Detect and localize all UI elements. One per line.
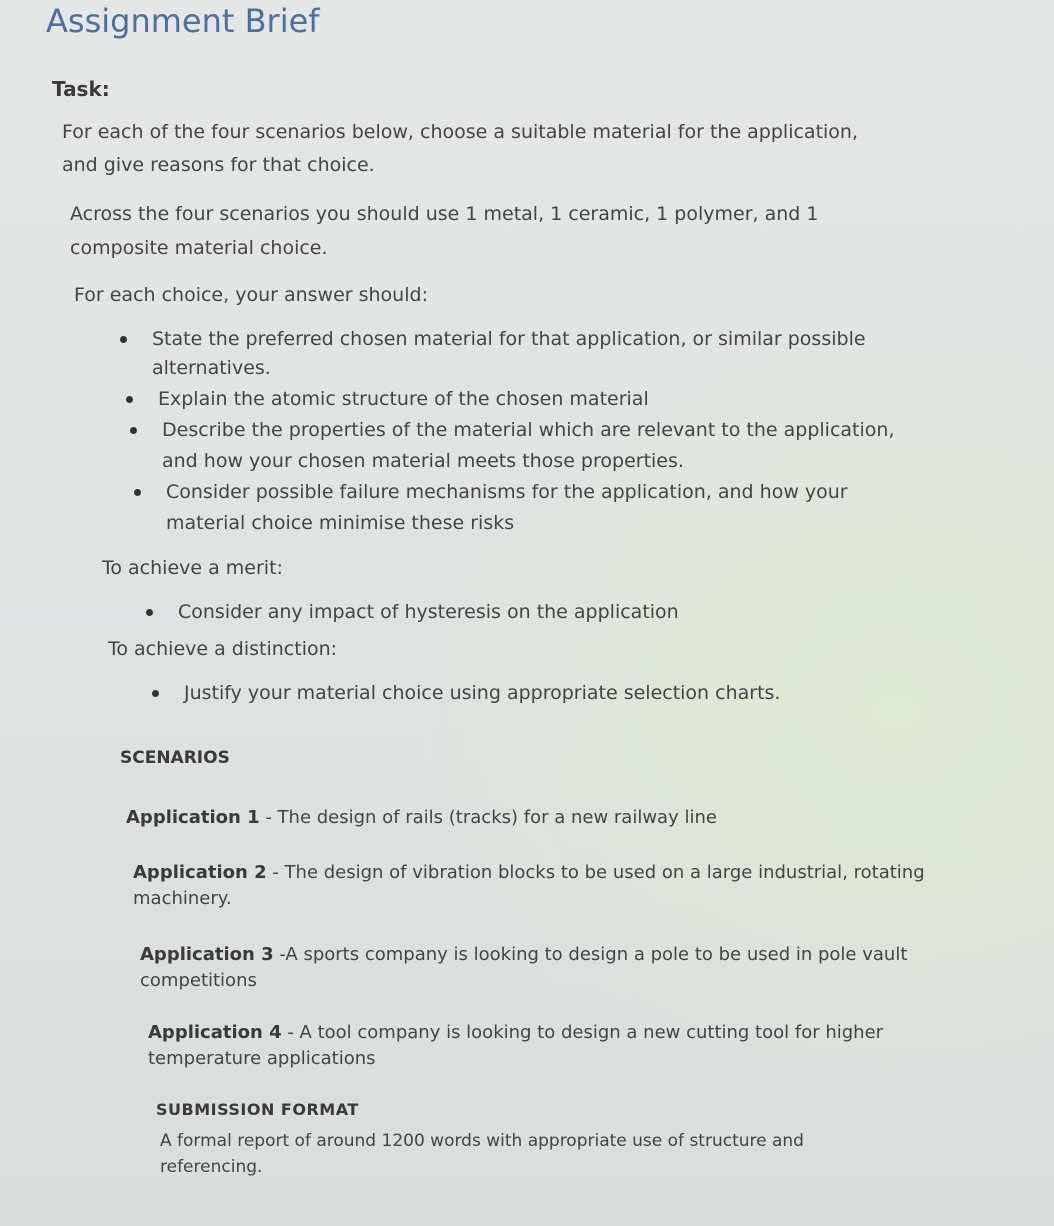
submission-heading: SUBMISSION FORMAT <box>156 1100 359 1119</box>
bullet-line: Consider any impact of hysteresis on the application <box>178 601 679 623</box>
intro-line-2: and give reasons for that choice. <box>62 154 375 176</box>
application-item <box>148 1020 883 1072</box>
list-item <box>162 415 894 477</box>
list-item <box>166 477 894 539</box>
application-text: - The design of rails (tracks) for a new railway line <box>259 807 717 828</box>
bullet-line: and how your chosen material meets those properties. <box>162 450 684 472</box>
page-title: Assignment Brief <box>46 2 320 40</box>
scenarios-heading: SCENARIOS <box>120 748 230 768</box>
bullet-dot-icon <box>120 336 127 343</box>
bullet-line: Justify your material choice using appropriate selection charts. <box>184 682 781 704</box>
application-item <box>140 942 907 994</box>
bullet-line: material choice minimise these risks <box>166 512 515 534</box>
application-name: Application 1 <box>126 807 260 828</box>
bullet-line: State the preferred chosen material for that application, or similar possible <box>152 328 866 350</box>
application-name: Application 4 <box>148 1022 282 1043</box>
application-text: - A tool company is looking to design a new cutting tool for higher <box>281 1022 884 1043</box>
across-line-1: Across the four scenarios you should use 1 metal, 1 ceramic, 1 polymer, and 1 <box>70 203 819 225</box>
across-line-2: composite material choice. <box>70 237 328 259</box>
list-item <box>152 324 894 384</box>
application-text-line-2: temperature applications <box>148 1048 376 1069</box>
application-item <box>133 860 925 912</box>
list-item <box>158 384 894 415</box>
bullet-dot-icon <box>130 427 137 434</box>
application-text-line-2: machinery. <box>133 888 232 909</box>
distinction-bullet-list <box>184 678 780 709</box>
application-name: Application 2 <box>133 862 267 883</box>
submission-text <box>160 1128 804 1180</box>
for-each-text: For each choice, your answer should: <box>74 284 428 306</box>
bullet-dot-icon <box>146 609 153 616</box>
bullet-dot-icon <box>134 489 141 496</box>
submission-line-2: referencing. <box>160 1157 263 1177</box>
application-text: - The design of vibration blocks to be used on a large industrial, rotating <box>266 862 925 883</box>
bullet-line: alternatives. <box>152 357 271 379</box>
merit-label: To achieve a merit: <box>102 557 283 579</box>
application-text: -A sports company is looking to design a pole to be used in pole vault <box>273 944 908 965</box>
bullet-line: Explain the atomic structure of the chosen material <box>158 388 649 410</box>
bullet-dot-icon <box>152 690 159 697</box>
merit-bullet-list <box>178 597 679 628</box>
bullet-line: Describe the properties of the material which are relevant to the application, <box>162 419 895 441</box>
application-item <box>126 805 717 831</box>
list-item <box>178 597 679 628</box>
bullet-dot-icon <box>126 396 133 403</box>
bullet-line: Consider possible failure mechanisms for the application, and how your <box>166 481 848 503</box>
answer-bullet-list <box>152 324 894 539</box>
task-label: Task: <box>52 77 110 101</box>
application-name: Application 3 <box>140 944 274 965</box>
distinction-label: To achieve a distinction: <box>108 638 338 660</box>
submission-line-1: A formal report of around 1200 words with appropriate use of structure and <box>160 1131 804 1151</box>
application-text-line-2: competitions <box>140 970 257 991</box>
intro-line-1: For each of the four scenarios below, choose a suitable material for the application, <box>62 121 859 143</box>
list-item <box>184 678 780 709</box>
intro-paragraph <box>62 115 858 183</box>
across-paragraph <box>70 197 818 265</box>
